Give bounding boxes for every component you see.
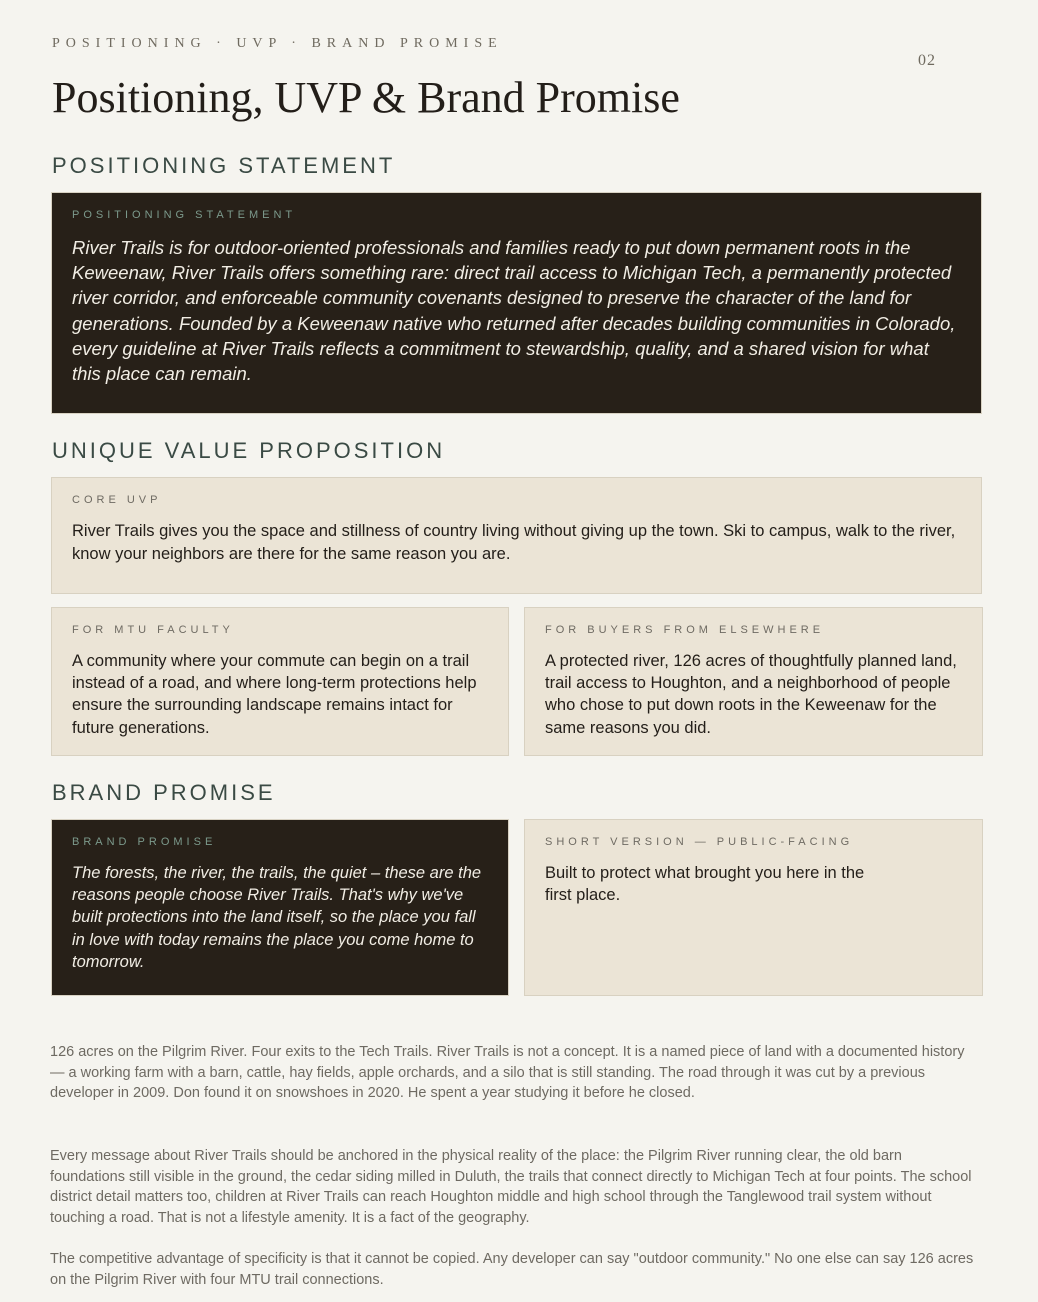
buyers-label: FOR BUYERS FROM ELSEWHERE: [545, 624, 825, 636]
brand-promise-label: BRAND PROMISE: [72, 836, 217, 848]
body-paragraph-2: Every message about River Trails should be anchored in the physical reality of the place: the Pilgrim River running clear, the old barn foundations still visible in the ground, the cedar siding milled in Duluth, the trails that connect directly to Michigan Tech at four points. The school district detail matters too, children at River Trails can reach Houghton middle and high school through the Tanglewood trail system without touching a road. That is not a lifestyle amenity. It is a fact of the geography.: [50, 1148, 972, 1226]
short-version-text: Built to protect what brought you here in the first place.: [545, 864, 865, 905]
buyers-card: [524, 607, 983, 756]
core-uvp-text: River Trails gives you the space and stillness of country living without giving up the town. Ski to campus, walk to the river, know your neighbors are there for the same reason you are.: [72, 522, 956, 563]
page-eyebrow: POSITIONING · UVP · BRAND PROMISE: [52, 36, 503, 51]
page-title: Positioning, UVP & Brand Promise: [52, 73, 680, 122]
faculty-label: FOR MTU FACULTY: [72, 624, 234, 636]
body-paragraph-1: 126 acres on the Pilgrim River. Four exits to the Tech Trails. River Trails is not a concept. It is a named piece of land with a documented history — a working farm with a barn, cattle, hay fields, apple orchards, and a silo that is still standing. The road through it was cut by a previous developer in 2009. Don found it on snowshoes in 2020. He spent a year studying it before he closed.: [50, 1044, 965, 1101]
positioning-text: River Trails is for outdoor-oriented professionals and families ready to put down permanent roots in the Keweenaw, River Trails offers something rare: direct trail access to Michigan Tech, a permanently protected river corridor, and enforceable community covenants designed to preserve the character of the land for generations. Founded by a Keweenaw native who returned after decades building communities in Colorado, every guideline at River Trails reflects a commitment to stewardship, quality, and a shared vision for what this place can remain.: [72, 237, 956, 385]
faculty-card: [51, 607, 509, 756]
positioning-card-label: POSITIONING STATEMENT: [72, 209, 297, 221]
short-version-card: [524, 819, 983, 996]
brand-promise-card: [51, 819, 509, 996]
brand-heading: BRAND PROMISE: [52, 780, 276, 805]
short-version-label: SHORT VERSION — PUBLIC-FACING: [545, 836, 854, 848]
positioning-heading: POSITIONING STATEMENT: [52, 153, 396, 178]
positioning-card: [51, 192, 982, 414]
uvp-heading: UNIQUE VALUE PROPOSITION: [52, 438, 446, 463]
core-uvp-card: [51, 477, 982, 594]
faculty-text: A community where your commute can begin on a trail instead of a road, and where long-term protections help ensure the surrounding landscape remains intact for future generations.: [72, 652, 477, 737]
body-paragraph-3: The competitive advantage of specificity is that it cannot be copied. Any developer can say "outdoor community." No one else can say 126 acres on the Pilgrim River with four MTU trail connections.: [50, 1251, 974, 1288]
brand-promise-text: The forests, the river, the trails, the quiet – these are the reasons people choose River Trails. That's why we've built protections into the land itself, so the place you fall in love with today remains the place you come home to tomorrow.: [72, 864, 482, 971]
page-number: 02: [918, 52, 936, 69]
core-uvp-label: CORE UVP: [72, 494, 162, 506]
buyers-text: A protected river, 126 acres of thoughtfully planned land, trail access to Houghton, and a neighborhood of people who chose to put down roots in the Keweenaw for the same reasons you did.: [545, 652, 957, 737]
